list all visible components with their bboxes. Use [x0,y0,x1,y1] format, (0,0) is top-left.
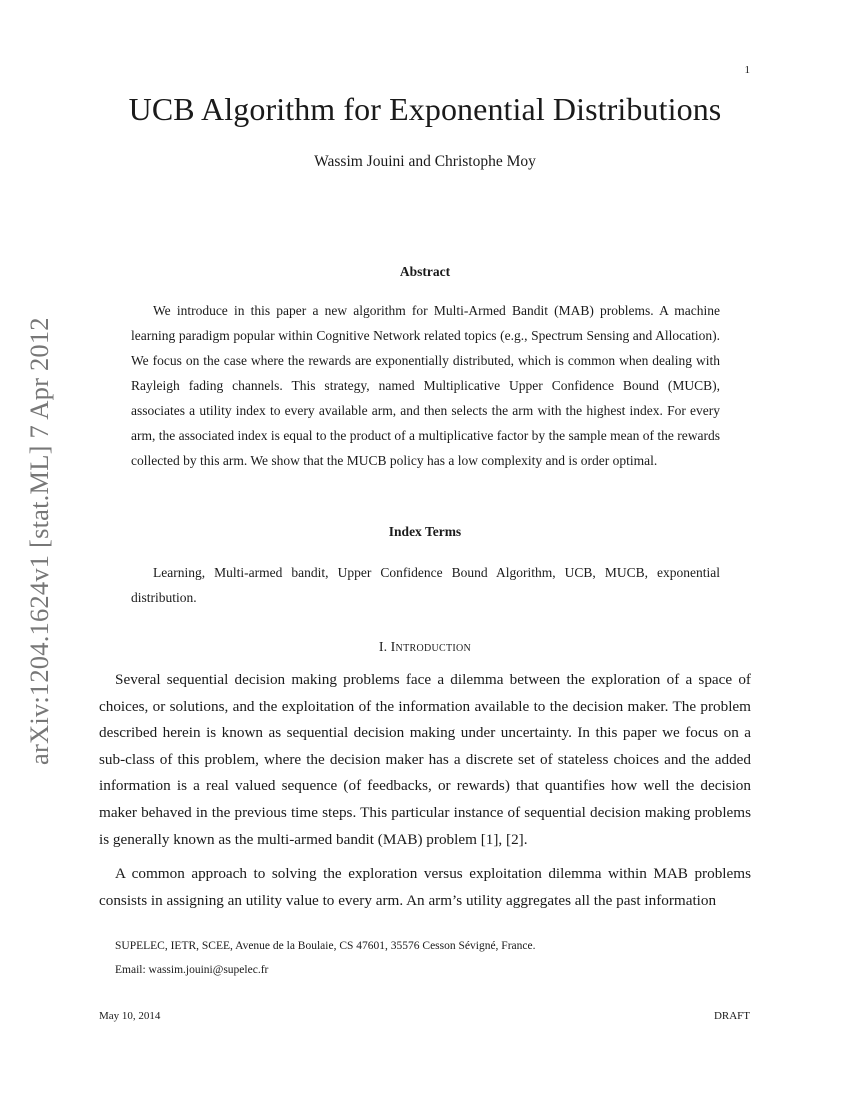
arxiv-stamp: arXiv:1204.1624v1 [stat.ML] 7 Apr 2012 [24,317,54,765]
paper-title: UCB Algorithm for Exponential Distributions [128,91,722,127]
abstract-text: We introduce in this paper a new algorithm for Multi-Armed Bandit (MAB) problems. A machine learning paradigm popular within Cognitive Network related topics (e.g., Spectrum Sensing and Allocation). We focus on the case where the rewards are exponentially distributed, which is common when dealing with Rayleigh fading channels. This strategy, named Multiplicative Upper Confidence Bound (MUCB), associates a utility index to every available arm, and then selects the arm with the highest index. For every arm, the associated index is equal to the product of a multiplicative factor by the sample mean of the rewards collected by this arm. We show that the MUCB policy has a low complexity and is order optimal. [131,303,720,468]
page-number: 1 [744,64,750,76]
footnote-email: Email: wassim.jouini@supelec.fr [115,964,269,976]
abstract-heading: Abstract [399,264,451,279]
introduction-paragraph-continued [99,861,751,916]
section-title: Introduction [390,640,472,655]
footer-date: May 10, 2014 [99,1010,161,1022]
section-numeral: I. [378,640,391,655]
index-terms-heading: Index Terms [388,524,462,539]
introduction-paragraph: A common approach to solving the exploration versus exploitation dilemma within MAB problems consists in assigning an utility value to every arm. An arm’s utility aggregates all the past information [99,865,751,909]
paper-authors: Wassim Jouini and Christophe Moy [314,153,536,170]
index-terms-text: Learning, Multi-armed bandit, Upper Confidence Bound Algorithm, UCB, MUCB, exponential distribution. [131,565,720,605]
footnote-affiliation: SUPELEC, IETR, SCEE, Avenue de la Boulaie, CS 47601, 35576 Cesson Sévigné, France. [115,940,536,952]
introduction-heading [0,639,850,657]
introduction-paragraph: Several sequential decision making problems face a dilemma between the exploration of a space of choices, or solutions, and the exploitation of the information available to the decision maker. The problem described herein is known as sequential decision making under uncertainty. In this paper we focus on a sub-class of this problem, where the decision maker has a discrete set of stateless choices and the added information is a real valued sequence (of feedbacks, or rewards) that quantifies how well the decision maker behaved in the previous time steps. This particular instance of sequential decision making problems is generally known as the multi-armed bandit (MAB) problem [1], [2]. [99,671,751,848]
footer-status: DRAFT [713,1010,750,1022]
